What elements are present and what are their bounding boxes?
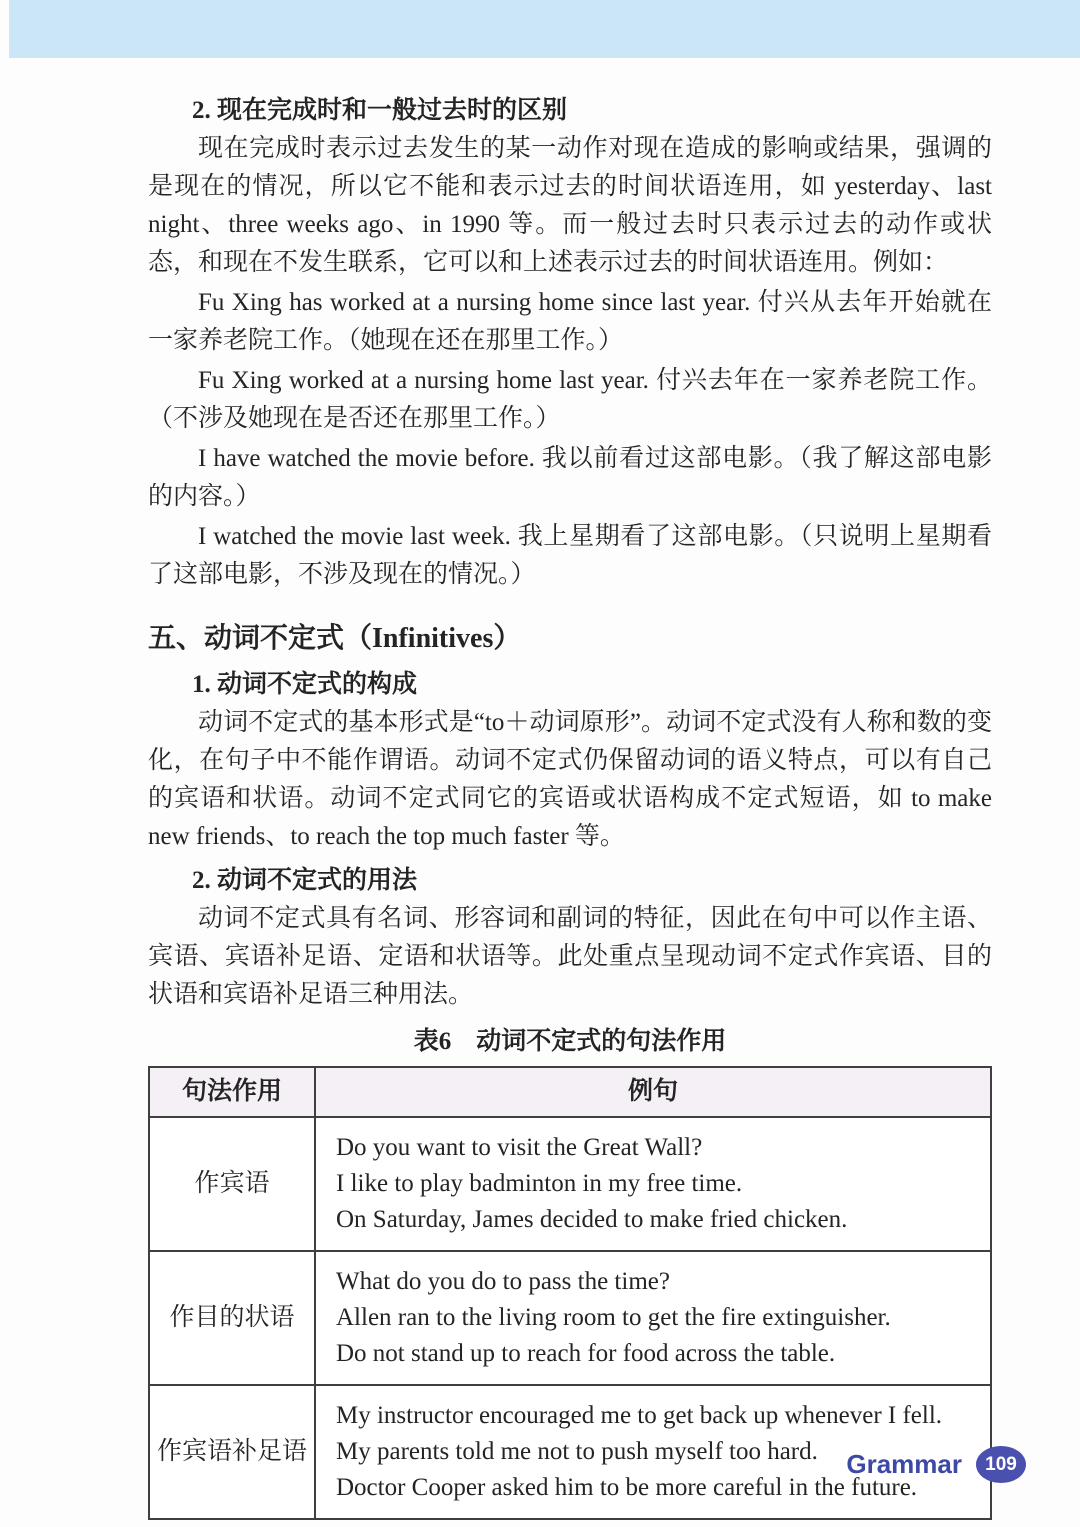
example-sentence: Do you want to visit the Great Wall? xyxy=(336,1134,703,1161)
example-sentence: Doctor Cooper asked him to be more careful in the future. xyxy=(336,1474,918,1501)
example-sentence: I watched the movie last week. 我上星期看了这部电影。（只说明上星期看了这部电影，不涉及现在的情况。） xyxy=(148,523,992,588)
example-sentence: My parents told me not to push myself too hard. xyxy=(336,1438,818,1465)
page-footer xyxy=(846,1446,1026,1483)
example-sentence: Fu Xing worked at a nursing home last year. 付兴去年在一家养老院工作。（不涉及她现在是否还在那里工作。） xyxy=(148,367,992,432)
example-sentence: I like to play badminton in my free time. xyxy=(336,1170,743,1197)
heading-perfect-vs-past: 2. 现在完成时和一般过去时的区别 xyxy=(192,97,568,124)
example-sentence: I have watched the movie before. 我以前看过这部电影。（我了解这部电影的内容。） xyxy=(148,445,992,510)
usage-label: 作目的状语 xyxy=(149,1251,315,1385)
heading-infinitives: 五、动词不定式（Infinitives） xyxy=(148,623,522,654)
example-sentence: My instructor encouraged me to get back up whenever I fell. xyxy=(336,1402,943,1429)
paragraph-perfect-vs-past: 现在完成时表示过去发生的某一动作对现在造成的影响或结果，强调的是现在的情况，所以它不能和表示过去的时间状语连用，如 yesterday、last night、three weeks ago、in 1990 等。而一般过去时只表示过去的动作或状态，和现在不发生联系，它可以和上述表示过去的时间状语连用。例如： xyxy=(148,135,992,276)
column-header-example: 例句 xyxy=(315,1067,991,1117)
paragraph-infinitive-form: 动词不定式的基本形式是“to＋动词原形”。动词不定式没有人称和数的变化，在句子中不能作谓语。动词不定式仍保留动词的语义特点，可以有自己的宾语和状语。动词不定式同它的宾语或状语构成不定式短语，如 to make new friends、to reach the top much faster 等。 xyxy=(148,709,992,850)
table-row xyxy=(149,1117,991,1251)
page-body xyxy=(148,92,992,1520)
example-sentence: What do you do to pass the time? xyxy=(336,1268,670,1295)
page-number-badge: 109 xyxy=(976,1446,1026,1483)
example-sentence: Fu Xing has worked at a nursing home since last year. 付兴从去年开始就在一家养老院工作。（她现在还在那里工作。） xyxy=(148,289,992,354)
column-header-usage: 句法作用 xyxy=(149,1067,315,1117)
heading-infinitive-usage: 2. 动词不定式的用法 xyxy=(192,867,418,894)
paragraph-infinitive-usage: 动词不定式具有名词、形容词和副词的特征，因此在句中可以作主语、宾语、宾语补足语、定语和状语等。此处重点呈现动词不定式作宾语、目的状语和宾语补足语三种用法。 xyxy=(148,905,992,1008)
table-caption: 表6 动词不定式的句法作用 xyxy=(413,1028,727,1055)
table-row xyxy=(149,1251,991,1385)
page-top-band xyxy=(9,0,1080,58)
table-header-row xyxy=(149,1067,991,1117)
usage-label: 作宾语补足语 xyxy=(149,1385,315,1519)
examples-cell xyxy=(315,1251,991,1385)
footer-section-label: Grammar xyxy=(846,1449,962,1479)
example-sentence: Allen ran to the living room to get the fire extinguisher. xyxy=(336,1304,891,1331)
heading-infinitive-form: 1. 动词不定式的构成 xyxy=(192,671,418,698)
example-sentence: On Saturday, James decided to make fried chicken. xyxy=(336,1206,848,1233)
examples-cell xyxy=(315,1117,991,1251)
usage-label: 作宾语 xyxy=(149,1117,315,1251)
example-sentence: Do not stand up to reach for food across the table. xyxy=(336,1340,836,1367)
